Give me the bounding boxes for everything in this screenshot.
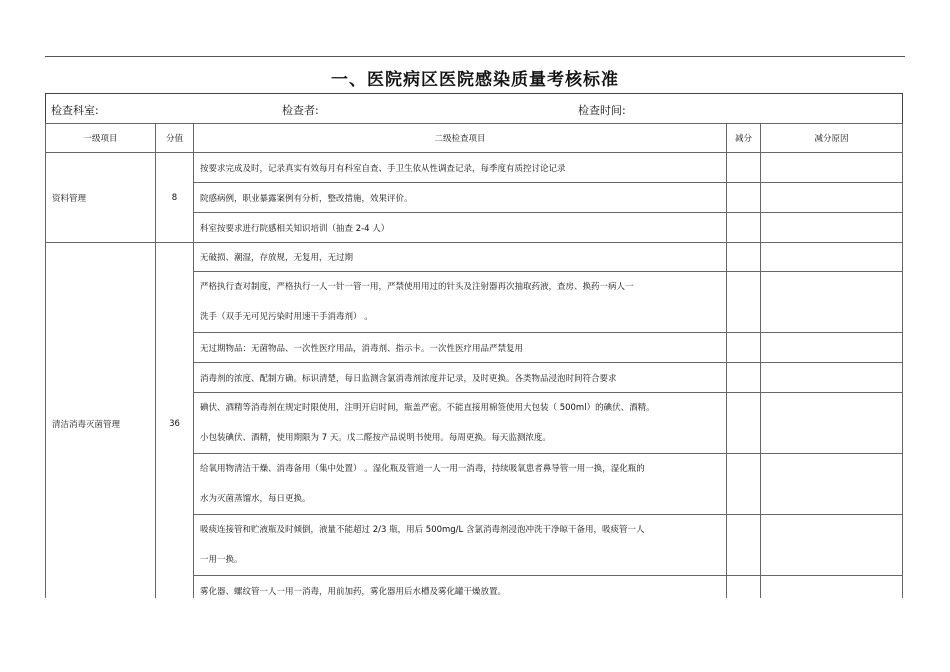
deduction-cell[interactable] (727, 243, 761, 272)
check-item-line: 一用一换。 (200, 555, 243, 565)
page-bottom-blank (0, 598, 950, 672)
check-item: 消毒剂的浓度、配制方确。标识清楚，每日监测含氯消毒剂浓度并记录，及时更换。各类物品浸泡时间符合要求 (194, 363, 727, 393)
check-item (194, 272, 727, 333)
criteria-table (45, 123, 903, 606)
check-item-line: 碘伏、酒精等消毒剂在规定时限使用，注明开启时间，瓶盖严密。不能直接用棉签使用大包装（ 500ml）的碘伏、酒精。 (200, 403, 655, 413)
check-item (194, 393, 727, 454)
deduction-cell[interactable] (727, 153, 761, 183)
deduction-cell[interactable] (727, 183, 761, 213)
deduction-cell[interactable] (727, 213, 761, 243)
table-row (46, 153, 903, 183)
check-item (194, 515, 727, 576)
time-label: 检查时间: (578, 104, 626, 117)
col-header-reason: 减分原因 (761, 124, 903, 153)
top-rule (45, 56, 905, 57)
reason-cell[interactable] (761, 363, 903, 393)
check-item: 按要求完成及时，记录真实有效每月有科室自查、手卫生依从性调查记录，每季度有质控讨论记录 (194, 153, 727, 183)
check-item: 院感病例，职业暴露案例有分析，整改措施，效果评价。 (194, 183, 727, 213)
check-item-line: 洗手（双手无可见污染时用速干手消毒剂） 。 (200, 312, 373, 322)
col-header-deduction: 减分 (727, 124, 761, 153)
col-header-score: 分值 (156, 124, 194, 153)
check-item: 科室按要求进行院感相关知识培训（抽查 2-4 人） (194, 213, 727, 243)
check-item-line: 给氧用物清洁干燥、消毒备用（集中处置） 。湿化瓶及管道一人一用一消毒，持续吸氧患者鼻导管一用一换，湿化瓶的 (200, 464, 645, 474)
check-item (194, 454, 727, 515)
inspection-header (45, 93, 903, 124)
deduction-cell[interactable] (727, 393, 761, 454)
check-item-line: 小包装碘伏、酒精，使用期限为 7 天。戊二醛按产品说明书使用。每周更换。每天监测浓度。 (200, 433, 551, 443)
reason-cell[interactable] (761, 393, 903, 454)
section-name: 资料管理 (46, 153, 156, 243)
section-score: 8 (156, 153, 194, 243)
reason-cell[interactable] (761, 333, 903, 363)
check-item: 无破损、潮湿，存放规，无复用，无过期 (194, 243, 727, 272)
check-item-line: 水为灭菌蒸馏水，每日更换。 (200, 494, 311, 504)
deduction-cell[interactable] (727, 515, 761, 576)
col-header-level2: 二级检查项目 (194, 124, 727, 153)
check-item-line: 严格执行查对制度，严格执行一人一针一管一用，严禁使用用过的针头及注射器再次抽取药液，查房、换药一病人一 (200, 282, 634, 292)
reason-cell[interactable] (761, 272, 903, 333)
check-item: 无过期物品：无菌物品、一次性医疗用品，消毒剂、指示卡。一次性医疗用品严禁复用 (194, 333, 727, 363)
reason-cell[interactable] (761, 213, 903, 243)
reason-cell[interactable] (761, 243, 903, 272)
section-name: 清洁消毒灭菌管理 (46, 243, 156, 606)
deduction-cell[interactable] (727, 363, 761, 393)
reason-cell[interactable] (761, 183, 903, 213)
check-item-line: 吸痰连接管和贮液瓶及时倾倒，液量不能超过 2/3 瓶，用后 500mg/L 含氯消毒剂浸泡冲洗干净晾干备用，吸痰管一人 (200, 525, 645, 535)
reason-cell[interactable] (761, 153, 903, 183)
page-title: 一、医院病区医院感染质量考核标准 (331, 70, 619, 90)
reason-cell[interactable] (761, 515, 903, 576)
col-header-level1: 一级项目 (46, 124, 156, 153)
inspector-label: 检查者: (282, 104, 319, 117)
section-score: 36 (156, 243, 194, 606)
deduction-cell[interactable] (727, 272, 761, 333)
reason-cell[interactable] (761, 454, 903, 515)
check-item: 雾化器、螺纹管一人一用一消毒，用前加药，雾化器用后水槽及雾化罐干燥放置。 (194, 576, 727, 606)
deduction-cell[interactable] (727, 454, 761, 515)
deduction-cell[interactable] (727, 333, 761, 363)
table-header-row (46, 124, 903, 153)
dept-label: 检查科室: (51, 104, 99, 117)
table-row (46, 243, 903, 272)
